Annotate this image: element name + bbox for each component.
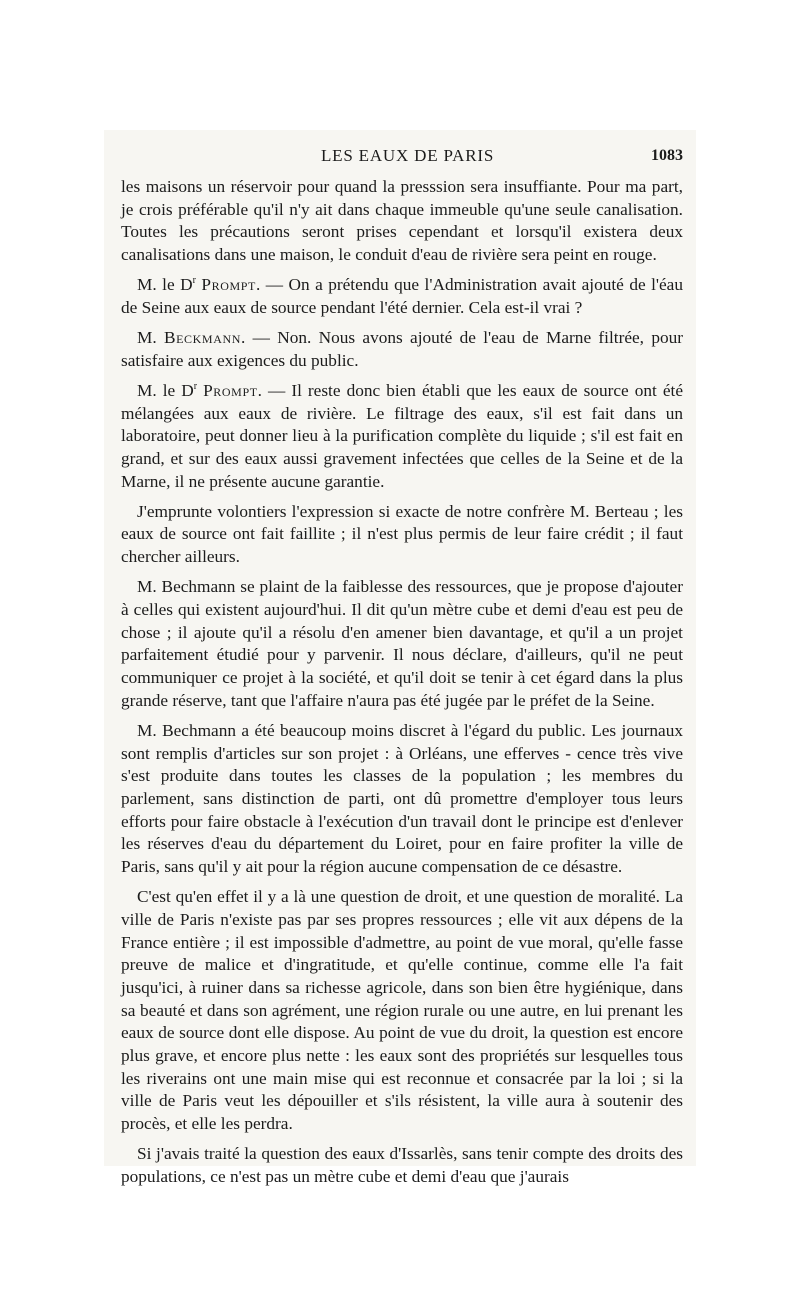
page-content: [121, 145, 683, 1196]
paragraph: J'emprunte volontiers l'expression si exacte de notre confrère M. Berteau ; les eaux de source ont fait faillite ; il n'est plus permis de leur faire crédit ; il faut chercher ailleurs.: [121, 501, 683, 567]
paragraph: C'est qu'en effet il y a là une question de droit, et une question de moralité. La ville de Paris n'existe pas par ses propres ressources ; elle vit aux dépens de la France entière ; il est impossible d'admettre, au point de vue moral, qu'elle fasse preuve de malice et d'ingratitude, et qu'elle continue, comme elle l'a fait jusqu'ici, à ruiner dans sa richesse agricole, dans son bien être hygiénique, dans sa beauté et dans son agrément, une région rurale ou une autre, en lui prenant les eaux de source dont elle dispose. Au point de vue du droit, la question est encore plus grave, et encore plus nette : les eaux sont des propriétés sur lesquelles tous les riverains ont une main mise qui est reconnue et consacrée par la loi ; si la ville de Paris veut les dépouiller et s'ils résistent, la ville aura à soutenir des procès, et elle les perdra.: [121, 887, 683, 1134]
speaker-name: Prompt: [203, 380, 258, 400]
paragraph: Si j'avais traité la question des eaux d'Issarlès, sans tenir compte des droits des populations, ce n'est pas un mètre cube et demi d'eau que j'aurais: [121, 1144, 683, 1186]
paragraph: M. Bechmann se plaint de la faiblesse des ressources, que je propose d'ajouter à celles qui existent aujourd'hui. Il dit qu'un mètre cube et demi d'eau est peu de chose ; il ajoute qu'il a résolu d'en amener bien davantage, et qu'il a un projet parfaitement étudié pour y parvenir. Il nous déclare, d'ailleurs, qu'il ne peut communiquer ce projet à la société, et qu'il doit se tenir à cet égard dans la plus grande réserve, tant que l'affaire n'aura pas été jugée par le préfet de la Seine.: [121, 577, 683, 710]
paragraph: [121, 327, 683, 372]
speaker-title-sup: r: [192, 275, 196, 287]
paragraph-text: . — Non. Nous avons ajouté de l'eau de Marne filtrée, pour satisfaire aux exigences du public.: [121, 328, 683, 370]
paragraph: les maisons un réservoir pour quand la presssion sera insuffiante. Pour ma part, je crois préférable qu'il n'y ait dans chaque immeuble qu'une seule canalisation. Toutes les précautions seront prises cependant et lorsqu'il existera deux canalisations dans une maison, le conduit d'eau de rivière sera peint en rouge.: [121, 177, 683, 265]
paragraph: [121, 380, 683, 494]
running-title: LES EAUX DE PARIS: [321, 146, 495, 165]
speaker-title-sup: r: [193, 381, 198, 393]
speaker-prefix: M. le D: [137, 380, 194, 400]
paragraph-text: . — Il reste donc bien établi que les eaux de source ont été mélangées aux eaux de rivière. Le filtrage des eaux, s'il est fait dans un laboratoire, peut donner lieu à la purification complète du liquide ; s'il est fait en grand, et sur des eaux aussi gravement infectées que celles de la Seine et de la Marne, il ne présente aucune garantie.: [121, 380, 683, 491]
speaker-prefix: M. le D: [137, 275, 193, 295]
page-header: [121, 145, 683, 172]
paragraph: M. Bechmann a été beaucoup moins discret à l'égard du public. Les journaux sont remplis d'articles sur son projet : à Orléans, une efferves - cence très vive s'est produite dans toutes les classes de la population ; les membres du parlement, sans distinction de parti, ont dû promettre d'employer tous leurs efforts pour faire obstacle à l'exécution d'un travail dont le principe est d'enlever les réserves d'eau du département du Loiret, pour en faire profiter la ville de Paris, sans qu'il y ait pour la région aucune compensation de ce désastre.: [121, 720, 683, 877]
speaker-name: Prompt: [201, 275, 256, 295]
page-number: 1083: [651, 147, 683, 164]
paragraph-text: . — On a prétendu que l'Administration avait ajouté de l'éau de Seine aux eaux de source pendant l'été dernier. Cela est-il vrai ?: [121, 275, 683, 317]
speaker-prefix: M.: [137, 328, 164, 347]
speaker-name: Beckmann: [164, 328, 241, 347]
paragraph: [121, 274, 683, 319]
